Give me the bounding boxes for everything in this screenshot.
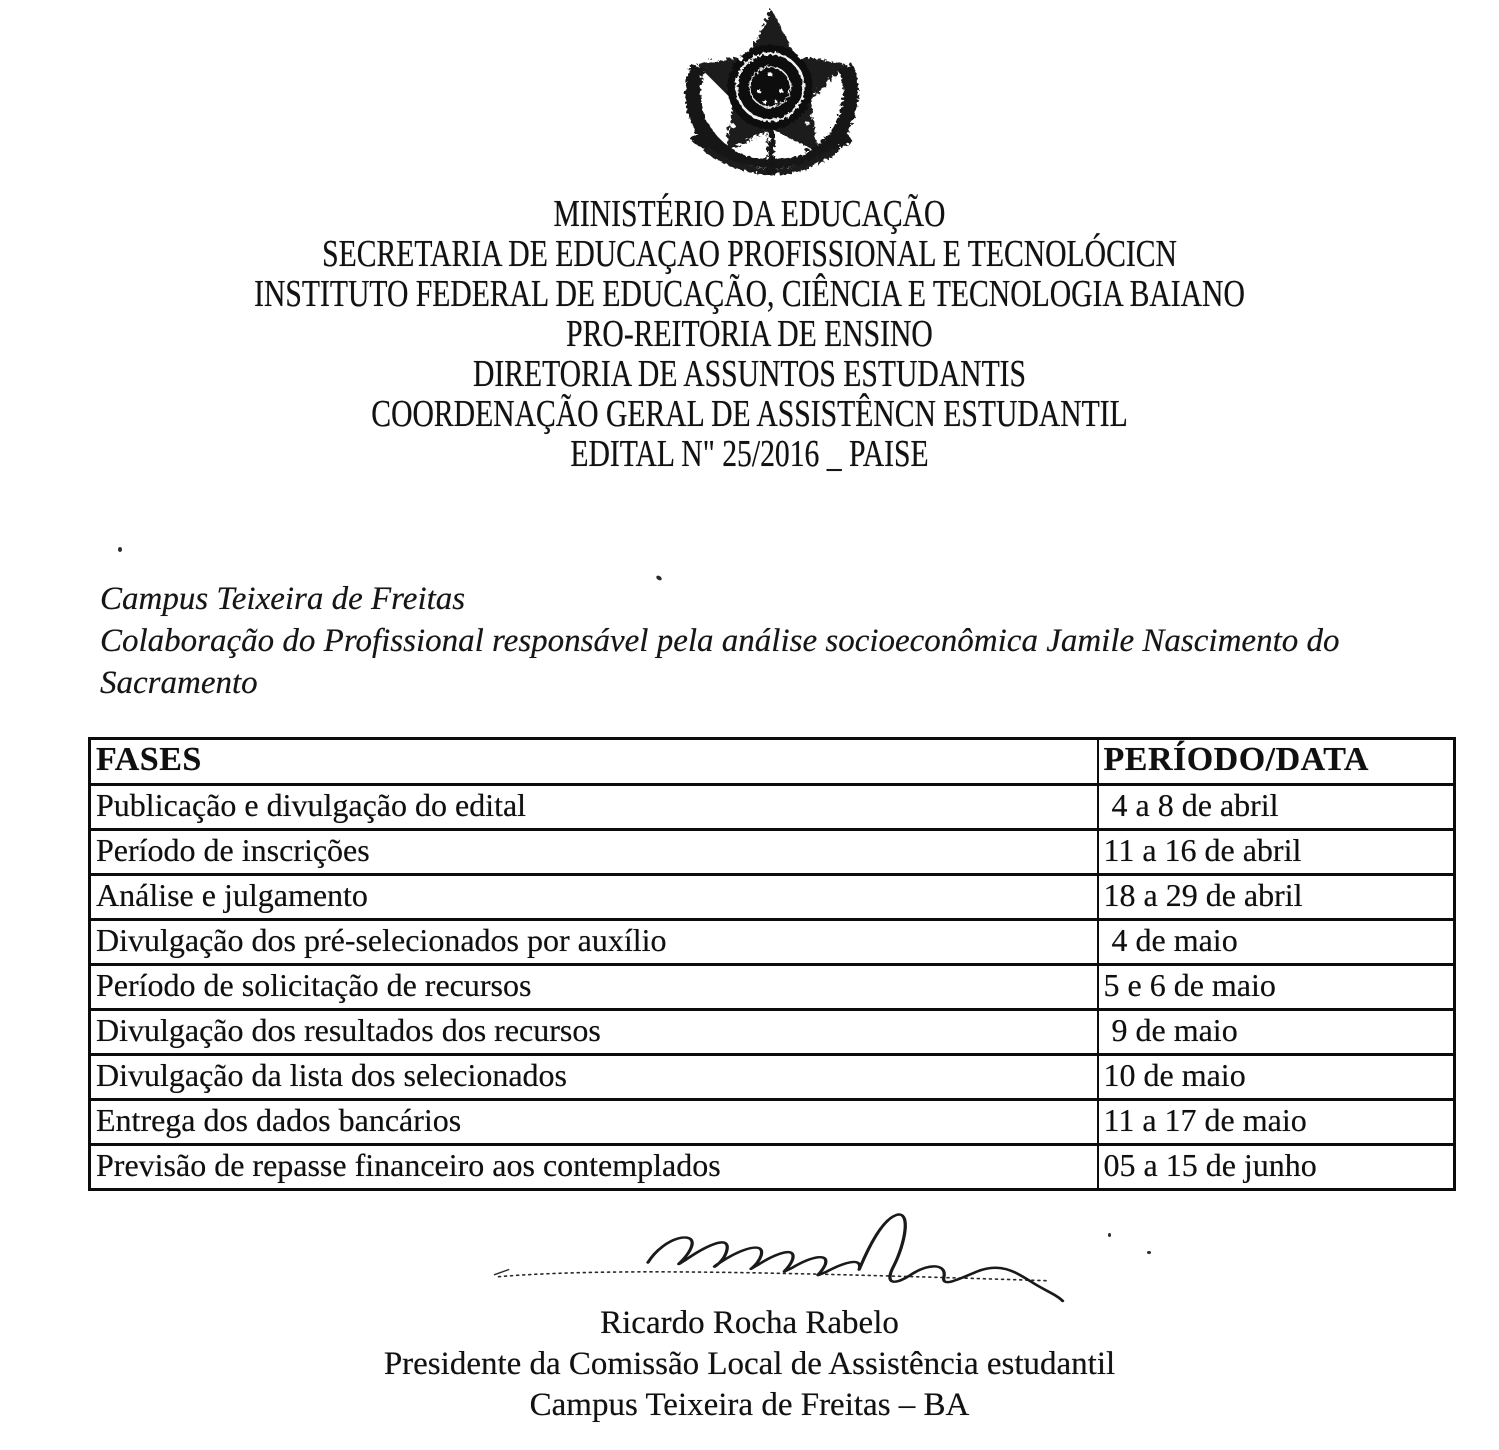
brazil-coat-of-arms-icon — [672, 6, 868, 178]
data-cell: 5 e 6 de maio — [1098, 965, 1455, 1010]
table-header-row — [90, 739, 1455, 785]
signer-title: Presidente da Comissão Local de Assistência estudantil — [383, 1346, 1116, 1382]
table-row — [90, 875, 1455, 920]
schedule-table — [88, 737, 1456, 1191]
header-line-instituto: INSTITUTO FEDERAL DE EDUCAÇÃO, CIÊNCIA E TECNOLOGIA BAIANO — [254, 273, 1245, 315]
document-header — [165, 194, 1334, 474]
table-row — [90, 920, 1455, 965]
fase-cell: Análise e julgamento — [90, 875, 1098, 920]
header-line-ministerio: MINISTÉRIO DA EDUCAÇÃO — [553, 193, 946, 235]
intro-campus-line: Campus Teixeira de Freitas — [100, 581, 466, 617]
handwritten-signature — [485, 1210, 1175, 1306]
data-cell: 18 a 29 de abril — [1098, 875, 1455, 920]
column-header-fases: FASES — [90, 739, 1098, 785]
data-cell: 4 a 8 de abril — [1098, 785, 1455, 830]
column-header-periodo-data: PERÍODO/DATA — [1098, 739, 1455, 785]
table-row — [90, 785, 1455, 830]
fase-cell: Publicação e divulgação do edital — [90, 785, 1098, 830]
table-row — [90, 1145, 1455, 1190]
fase-cell: Previsão de repasse financeiro aos contemplados — [90, 1145, 1098, 1190]
table-row — [90, 830, 1455, 875]
fase-cell: Período de inscrições — [90, 830, 1098, 875]
fase-cell: Divulgação dos resultados dos recursos — [90, 1010, 1098, 1055]
signer-name: Ricardo Rocha Rabelo — [600, 1305, 899, 1341]
header-line-diretoria: DIRETORIA DE ASSUNTOS ESTUDANTIS — [472, 353, 1027, 395]
fase-cell: Período de solicitação de recursos — [90, 965, 1098, 1010]
data-cell: 11 a 16 de abril — [1098, 830, 1455, 875]
table-row — [90, 1055, 1455, 1100]
fase-cell: Divulgação da lista dos selecionados — [90, 1055, 1098, 1100]
table-row — [90, 965, 1455, 1010]
data-cell: 05 a 15 de junho — [1098, 1145, 1455, 1190]
signature-block — [0, 1303, 1499, 1426]
table-row — [90, 1010, 1455, 1055]
header-line-coordenacao: COORDENAÇÃO GERAL DE ASSISTÊNCN ESTUDANTIL — [371, 393, 1128, 435]
header-line-secretaria: SECRETARIA DE EDUCAÇAO PROFISSIONAL E TECNOLÓCICN — [322, 233, 1177, 275]
data-cell: 11 a 17 de maio — [1098, 1100, 1455, 1145]
signer-campus: Campus Teixeira de Freitas – BA — [529, 1387, 970, 1423]
data-cell: 9 de maio — [1098, 1010, 1455, 1055]
table-row — [90, 1100, 1455, 1145]
campus-intro — [100, 578, 1430, 704]
scan-speck — [118, 547, 122, 552]
header-line-edital: EDITAL N" 25/2016 _ PAISE — [570, 433, 929, 475]
fase-cell: Entrega dos dados bancários — [90, 1100, 1098, 1145]
scan-speck — [1147, 1251, 1151, 1254]
header-line-proreitoria: PRO-REITORIA DE ENSINO — [566, 313, 933, 355]
scan-speck — [1108, 1233, 1111, 1237]
data-cell: 4 de maio — [1098, 920, 1455, 965]
fase-cell: Divulgação dos pré-selecionados por auxílio — [90, 920, 1098, 965]
intro-sacramento-line: Sacramento — [100, 665, 258, 701]
intro-colaboracao-line: Colaboração do Profissional responsável pela análise socioeconômica Jamile Nascimento do — [100, 623, 1340, 659]
data-cell: 10 de maio — [1098, 1055, 1455, 1100]
